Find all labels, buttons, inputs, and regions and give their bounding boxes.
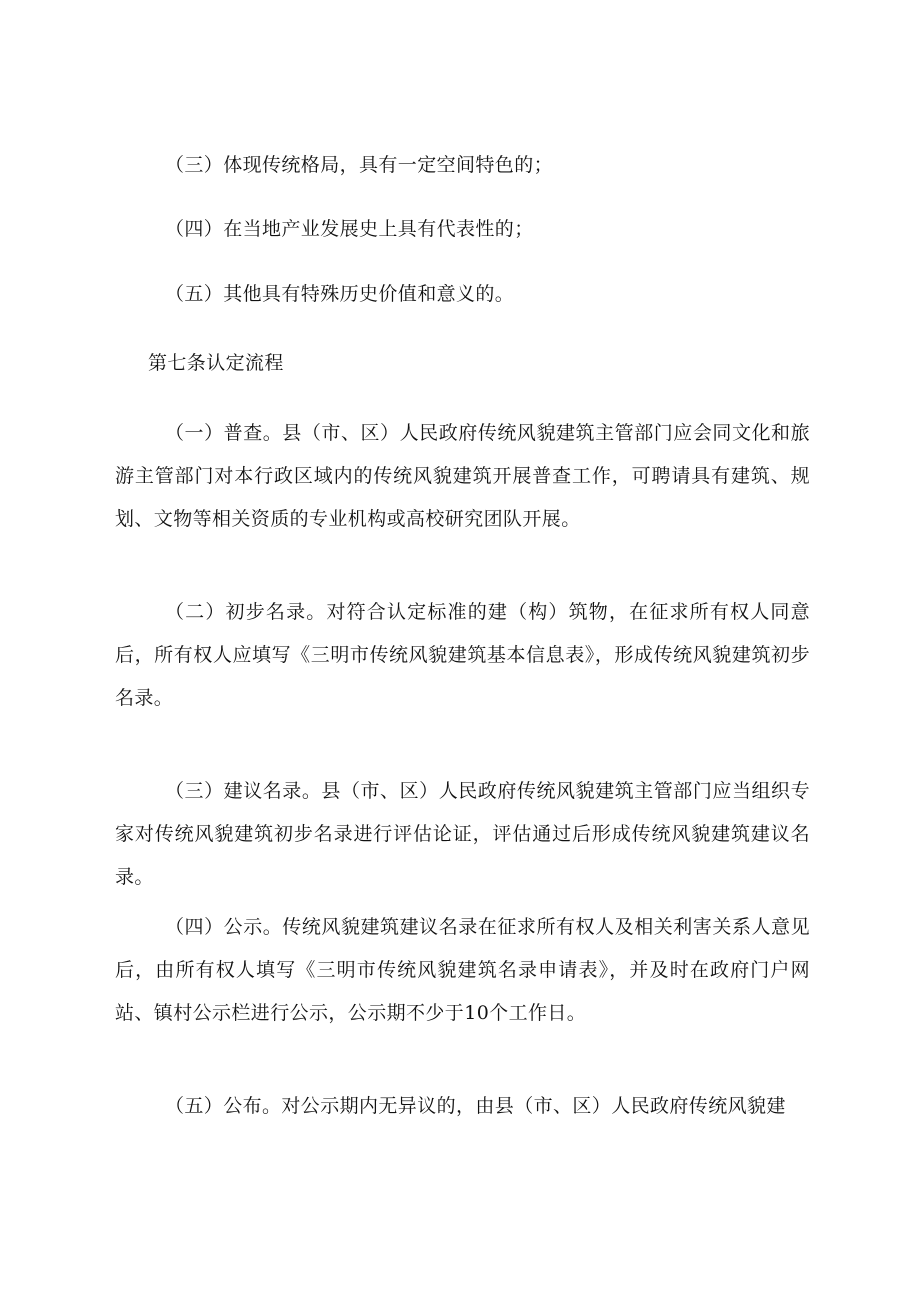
paragraph-criterion-4: （四）在当地产业发展史上具有代表性的； xyxy=(165,218,534,240)
paragraph-criterion-5: （五）其他具有特殊历史价值和意义的。 xyxy=(165,283,515,305)
paragraph-step-3-proposed-list: （三）建议名录。县（市、区）人民政府传统风貌建筑主管部门应当组织专家对传统风貌建筑初步名录进行评估论证，评估通过后形成传统风貌建筑建议名录。 xyxy=(115,780,810,888)
paragraph-step-4-publicity: （四）公示。传统风貌建筑建议名录在征求所有权人及相关利害关系人意见后，由所有权人填写《三明市传统风貌建筑名录申请表》，并及时在政府门户网站、镇村公示栏进行公示，公示期不少于10个工作日。 xyxy=(115,916,810,1024)
paragraph-criterion-3: （三）体现传统格局，具有一定空间特色的； xyxy=(165,154,554,176)
article-7-heading: 第七条认定流程 xyxy=(148,352,284,374)
paragraph-step-5-announcement: （五）公布。对公示期内无异议的，由县（市、区）人民政府传统风貌建 xyxy=(165,1095,786,1117)
paragraph-step-2-preliminary-list: （二）初步名录。对符合认定标准的建（构）筑物，在征求所有权人同意后，所有权人应填写《三明市传统风貌建筑基本信息表》，形成传统风貌建筑初步名录。 xyxy=(115,601,810,709)
paragraph-step-1-survey: （一）普查。县（市、区）人民政府传统风貌建筑主管部门应会同文化和旅游主管部门对本行政区域内的传统风貌建筑开展普查工作，可聘请具有建筑、规划、文物等相关资质的专业机构或高校研究团队开展。 xyxy=(115,422,810,530)
